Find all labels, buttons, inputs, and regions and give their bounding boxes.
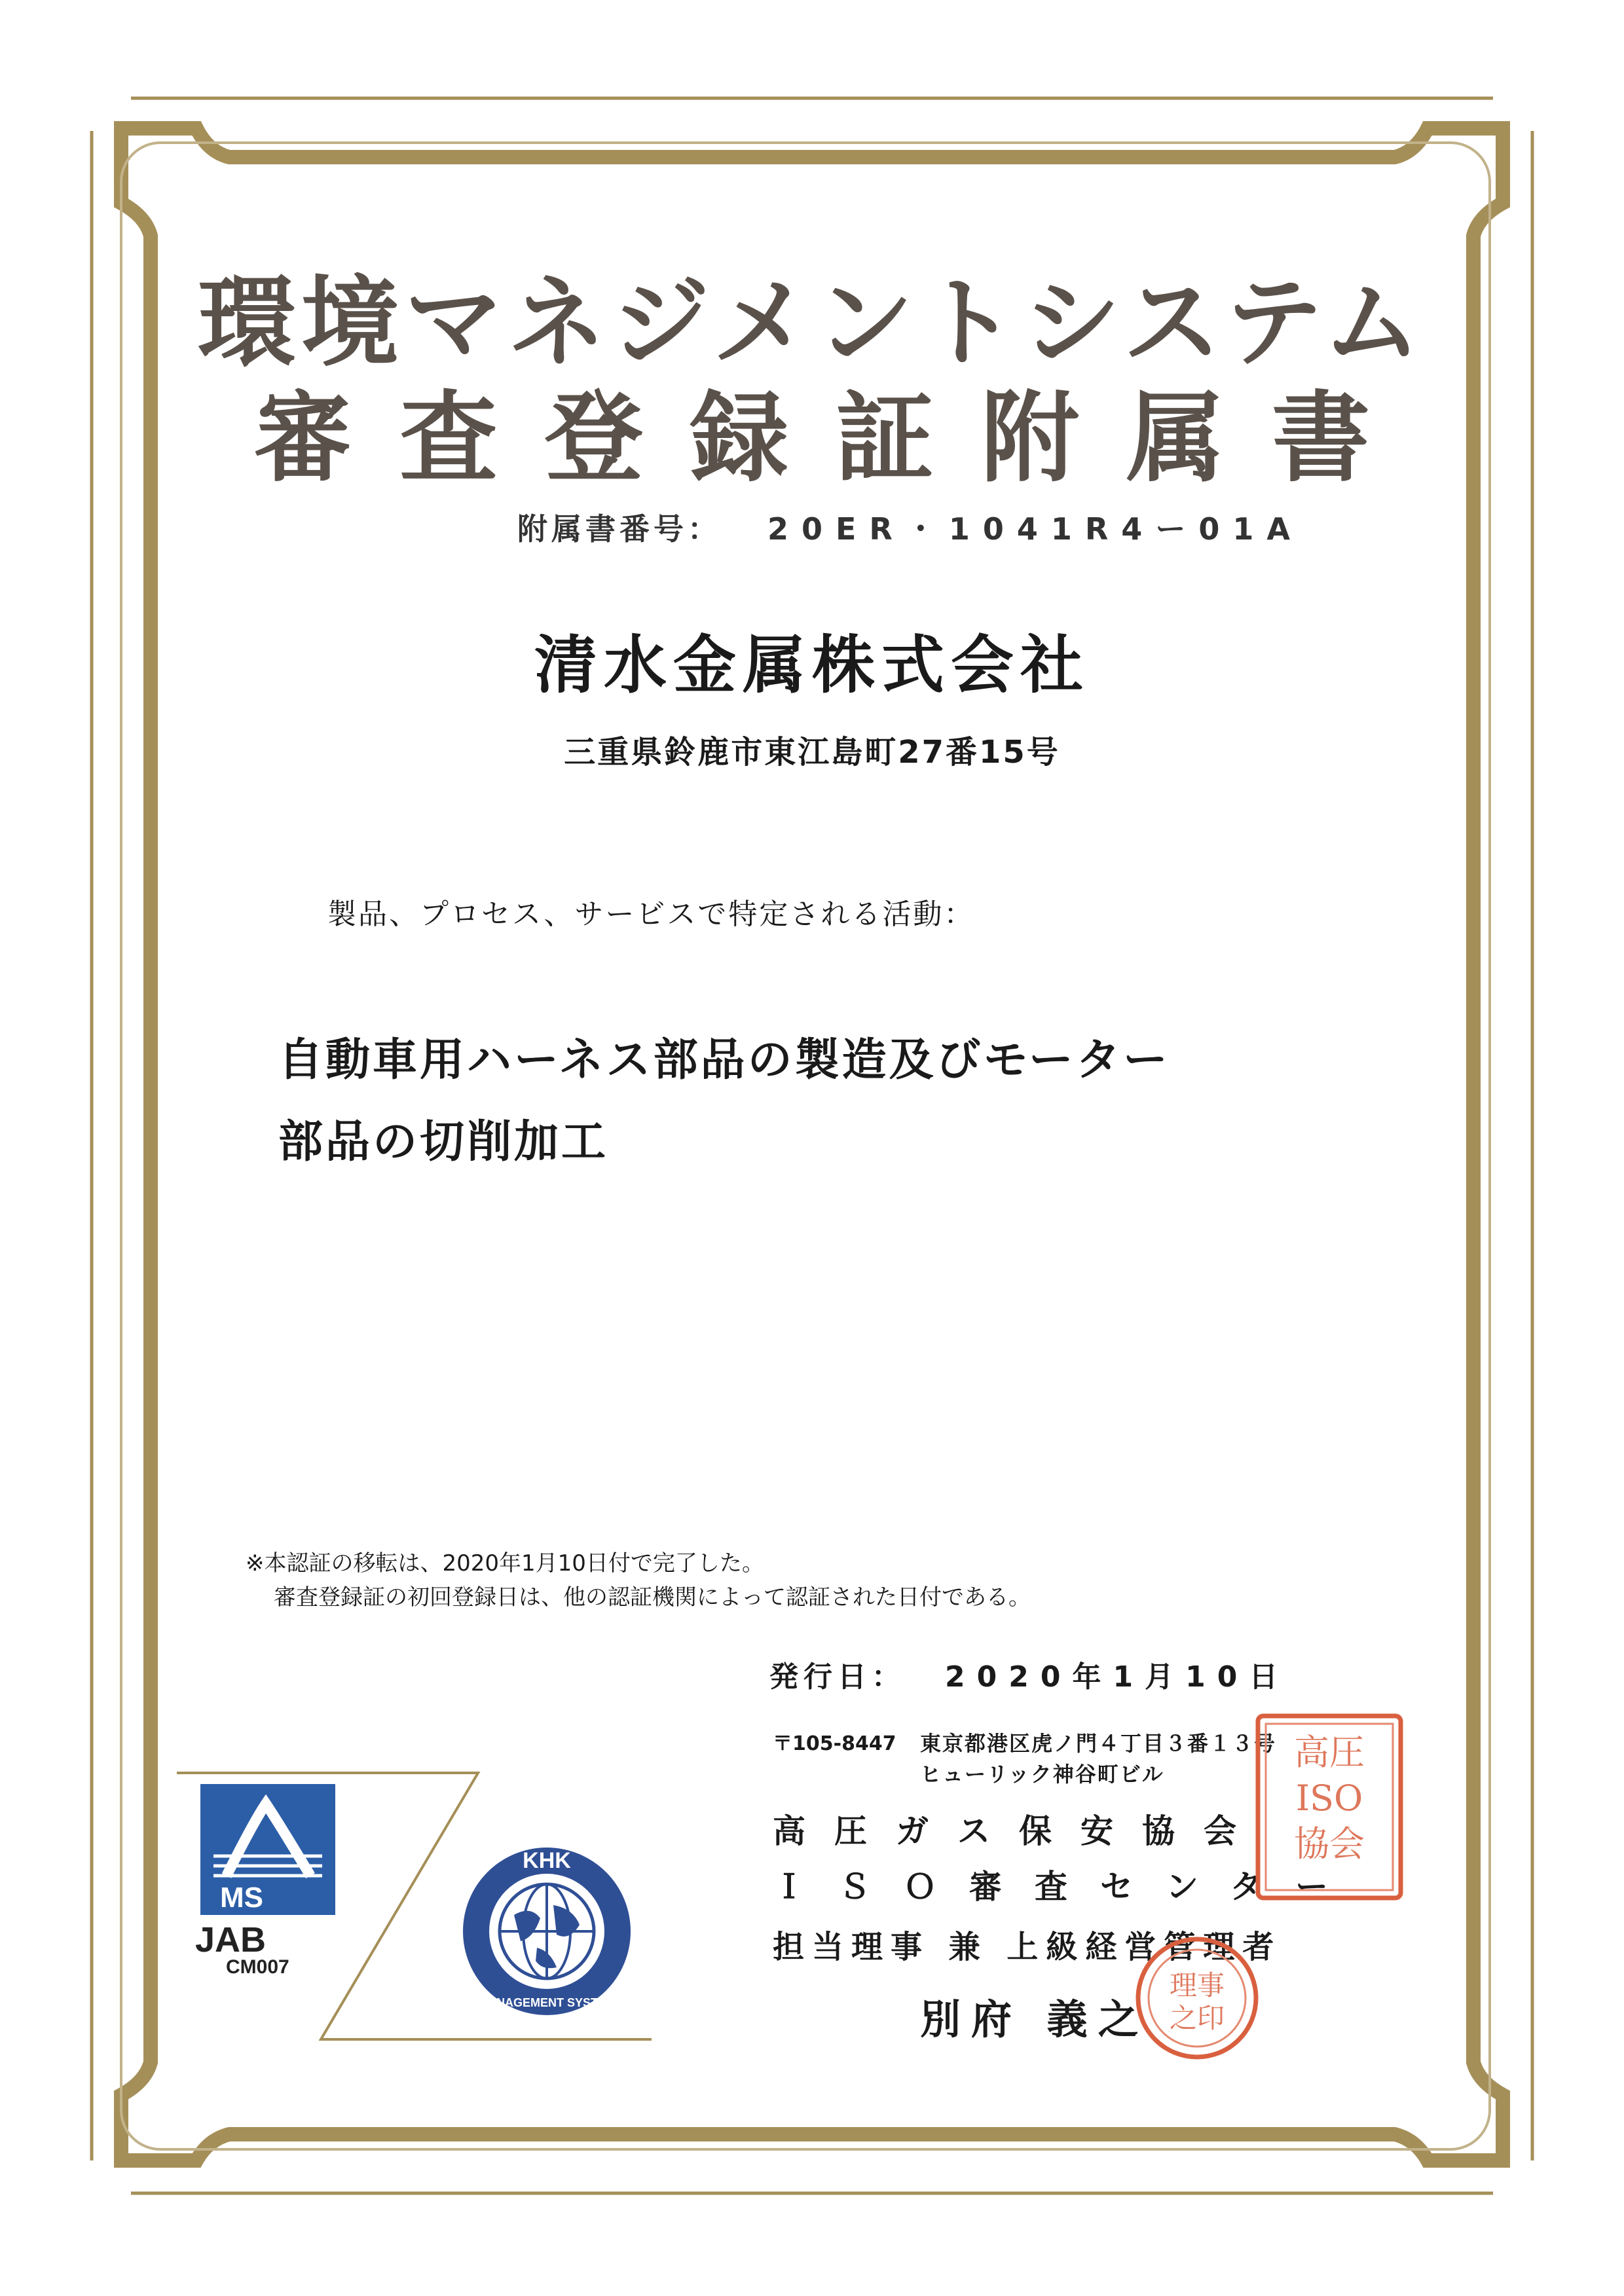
jab-logo-icon — [200, 1784, 335, 1915]
transfer-note-line2: 審査登録証の初回登録日は、他の認証機関によって認証された日付である。 — [274, 1584, 1031, 1611]
jab-code: CM007 — [226, 1956, 289, 1978]
scope-label: 製品、プロセス、サービスで特定される活動： — [327, 898, 975, 931]
annex-number-value: 20ER・1041R4ー01A — [767, 511, 1303, 547]
issuer-center: ＩＳＯ審査センター — [773, 1868, 1361, 1906]
jab-mark-text: MS — [220, 1882, 263, 1914]
annex-number-label: 附属書番号： — [517, 511, 722, 547]
signer-title: 担当理事 兼 上級経営管理者 — [773, 1929, 1282, 1965]
scope-text-line2: 部品の切削加工 — [278, 1116, 609, 1168]
jab-name: JAB — [195, 1920, 267, 1959]
signer-seal-icon — [1132, 1933, 1263, 2064]
svg-text:ISO: ISO — [1295, 1777, 1363, 1819]
official-seal-icon — [1254, 1712, 1405, 1902]
issuer-postal-code: 〒105-8447 — [773, 1732, 896, 1755]
signer-name: 別府 義之 — [920, 1995, 1149, 2043]
scope-text-line1: 自動車用ハーネス部品の製造及びモーター — [278, 1034, 1170, 1086]
company-name: 清水金属株式会社 — [534, 629, 1090, 702]
issuer-address-line2: ヒューリック神谷町ビル — [920, 1762, 1164, 1787]
khk-subtitle: MANAGEMENT SYSTEM — [477, 1996, 616, 2009]
certificate-title-line1: 環境マネジメントシステム — [197, 266, 1427, 380]
certificate-title-line2: 審査登録証附属書 — [253, 382, 1417, 496]
svg-text:理事: 理事 — [1169, 1969, 1225, 2001]
khk-globe-icon — [458, 1843, 635, 2020]
svg-text:高圧: 高圧 — [1294, 1732, 1365, 1773]
issue-date-value: 2020年1月10日 — [945, 1660, 1290, 1694]
svg-text:協会: 協会 — [1294, 1823, 1365, 1865]
company-address: 三重県鈴鹿市東江島町27番15号 — [564, 734, 1060, 771]
issue-date-label: 発行日： — [769, 1660, 906, 1694]
svg-text:之印: 之印 — [1169, 2002, 1225, 2034]
issuer-address-line1: 東京都港区虎ノ門４丁目３番１３号 — [920, 1731, 1277, 1756]
transfer-note-line1: ※本認証の移転は、2020年1月10日付で完了した。 — [246, 1550, 764, 1576]
annex-number-row — [517, 505, 1303, 549]
issue-date-row — [769, 1653, 1289, 1695]
issuer-organization: 高圧ガス保安協会 — [773, 1812, 1265, 1850]
khk-name: KHK — [523, 1848, 571, 1873]
